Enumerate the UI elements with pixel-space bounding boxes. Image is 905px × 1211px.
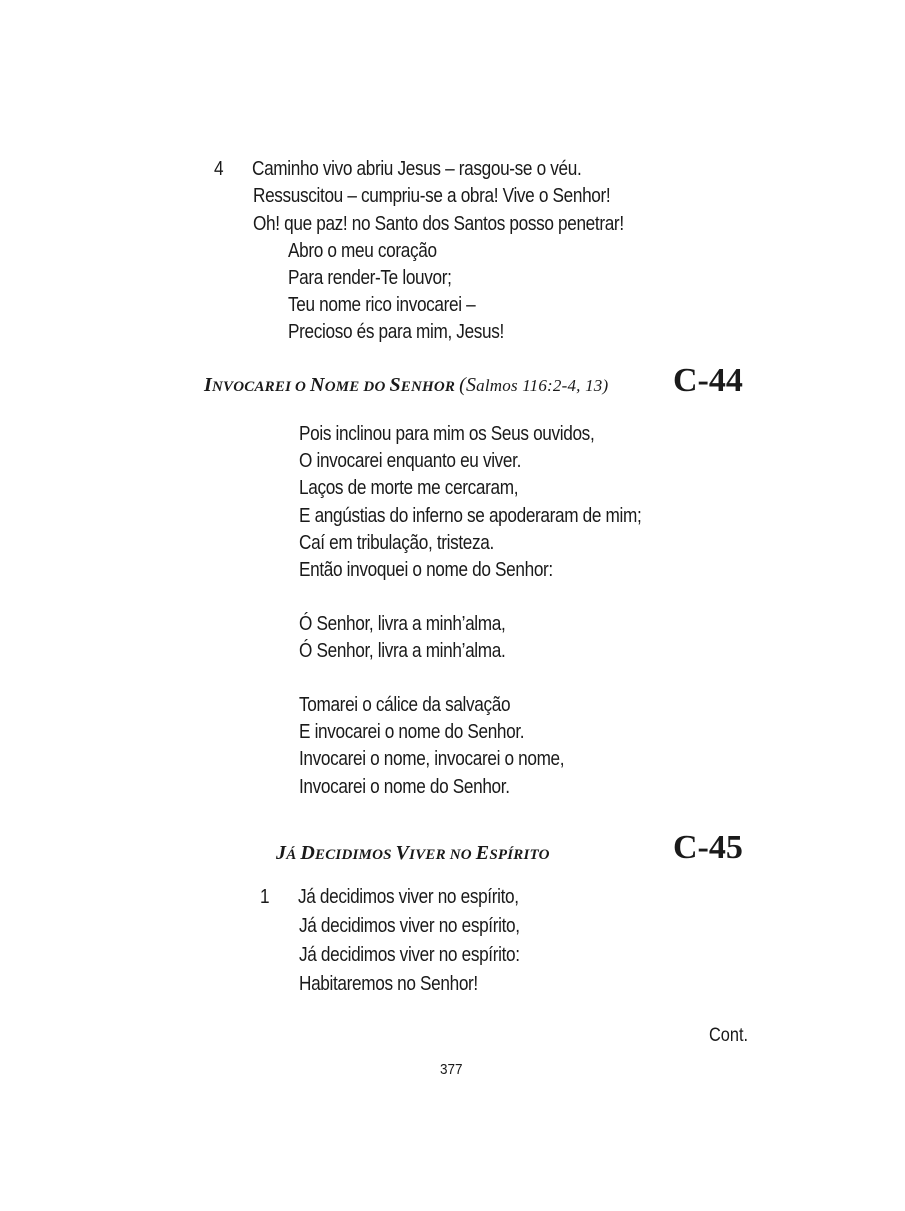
chorus-line: Teu nome rico invocarei – [288,294,476,316]
lyric-line: Pois inclinou para mim os Seus ouvidos, [299,423,595,445]
verse-line: Ressuscitou – cumpriu-se a obra! Vive o Senhor! [253,185,611,207]
hymn-title: JÁ DECIDIMOS VIVER NO ESPÍRITO [276,842,550,864]
lyric-line: Laços de morte me cercaram, [299,477,519,499]
lyric-line: Já decidimos viver no espírito: [299,944,520,966]
chorus-line: Abro o meu coração [288,240,437,262]
lyric-line: E invocarei o nome do Senhor. [299,721,525,743]
lyric-line: Tomarei o cálice da salvação [299,694,511,716]
verse-number: 1 [260,886,270,908]
lyric-line: O invocarei enquanto eu viver. [299,450,522,472]
lyric-line: Já decidimos viver no espírito, [298,886,519,908]
lyric-line: Caí em tribulação, tristeza. [299,532,494,554]
lyric-line: Habitaremos no Senhor! [299,973,478,995]
lyric-line: Invocarei o nome, invocarei o nome, [299,748,565,770]
lyric-line: Invocarei o nome do Senhor. [299,776,510,798]
page-number: 377 [440,1061,463,1078]
verse-line: Oh! que paz! no Santo dos Santos posso penetrar! [253,213,624,235]
verse-line: Caminho vivo abriu Jesus – rasgou-se o véu. [252,158,582,180]
chorus-line: Para render-Te louvor; [288,267,452,289]
lyric-line: Ó Senhor, livra a minh’alma, [299,613,506,635]
chorus-line: Precioso és para mim, Jesus! [288,321,504,343]
scripture-reference: (Salmos 116:2-4, 13) [459,374,609,396]
hymn-code: C-44 [673,362,743,399]
lyric-line: Ó Senhor, livra a minh’alma. [299,640,506,662]
verse-number: 4 [214,158,224,180]
lyric-line: Então invoquei o nome do Senhor: [299,559,553,581]
lyric-line: E angústias do inferno se apoderaram de mim; [299,505,642,527]
hymn-code: C-45 [673,829,743,866]
hymn-title: INVOCAREI O NOME DO SENHOR (Salmos 116:2-4, 13) [204,374,609,396]
lyric-line: Já decidimos viver no espírito, [299,915,520,937]
continued-label: Cont. [709,1025,749,1046]
